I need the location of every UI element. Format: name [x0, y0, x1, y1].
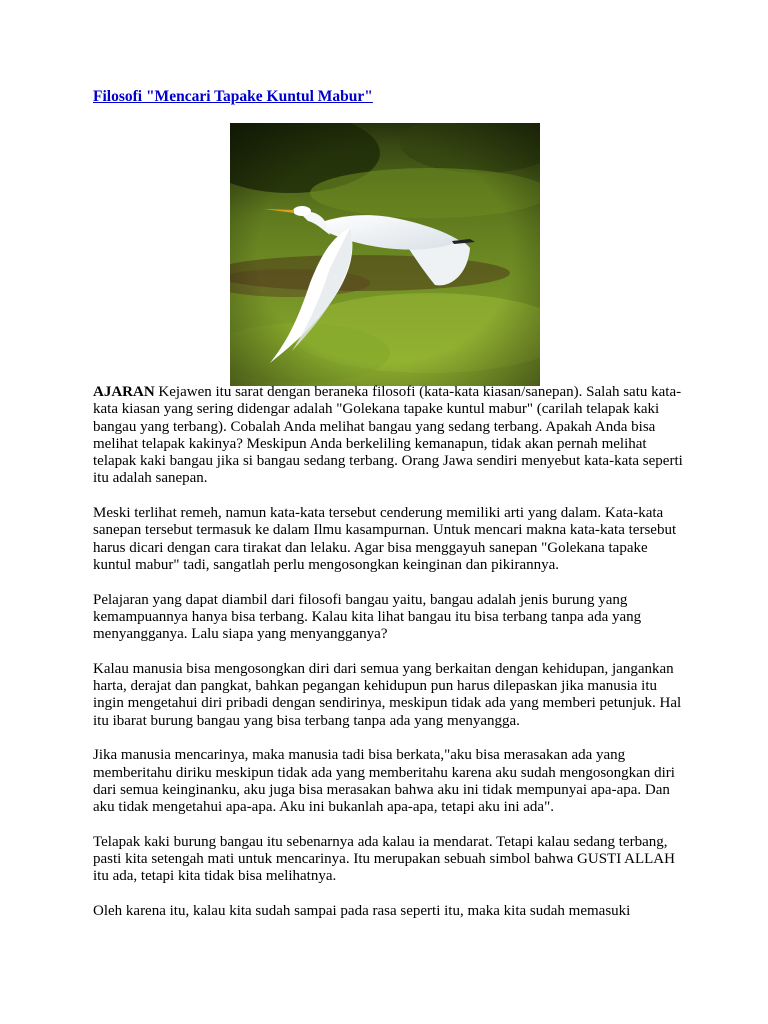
paragraph-text: Meski terlihat remeh, namun kata-kata tersebut cenderung memiliki arti yang dalam. Kata-kata sanepan tersebut termasuk ke dalam Ilmu kasampurnan. Untuk mencari makna kata-kata tersebut harus dicari dengan cara tirakat dan lelaku. Agar bisa menggayuh sanepan "Golekana tapake kuntul mabur" tadi, sangatlah perlu mengosongkan keinginan dan pikirannya.	[93, 505, 677, 573]
paragraph-text: Oleh karena itu, kalau kita sudah sampai pada rasa seperti itu, maka kita sudah memasuki	[93, 902, 631, 919]
paragraph-6	[93, 834, 683, 886]
paragraph-text: Telapak kaki burung bangau itu sebenarnya ada kalau ia mendarat. Tetapi kalau sedang terbang, pasti kita setengah mati untuk mencarinya. Itu merupakan sebuah simbol bahwa GUSTI ALLAH itu ada, tetapi kita tidak bisa melihatnya.	[93, 833, 675, 885]
paragraph-3	[93, 592, 683, 644]
article-body	[93, 384, 683, 938]
flying-egret-photo	[230, 123, 540, 386]
paragraph-5	[93, 747, 683, 816]
paragraph-4	[93, 661, 683, 730]
paragraph-1	[93, 384, 683, 488]
paragraph-text: Pelajaran yang dapat diambil dari filosofi bangau yaitu, bangau adalah jenis burung yang kemampuannya hanya bisa terbang. Kalau kita lihat bangau itu bisa terbang tanpa ada yang menyangganya. Lalu siapa yang menyangganya?	[93, 591, 642, 643]
paragraph-7	[93, 903, 683, 920]
paragraph-text: Jika manusia mencarinya, maka manusia tadi bisa berkata,"aku bisa merasakan ada yang memberitahu diriku meskipun tidak ada yang memberitahu karena aku sudah mengosongkan diri dari semua keinginanku, aku juga bisa merasakan bahwa aku ini tidak mempunyai apa-apa. Dan aku tidak mengetahui apa-apa. Aku ini bukanlah apa-apa, tetapi aku ini ada".	[93, 747, 675, 816]
paragraph-lead: AJARAN	[93, 384, 155, 400]
paragraph-2	[93, 505, 683, 574]
paragraph-text: Kalau manusia bisa mengosongkan diri dari semua yang berkaitan dengan kehidupan, jangankan harta, derajat dan pangkat, bahkan pegangan kehidupun pun harus dilepaskan jika manusia itu ingin mengetahui diri pribadi dengan sendirinya, meskipun tidak ada yang memberi petunjuk. Hal itu ibarat burung bangau yang bisa terbang tanpa ada yang menyangga.	[93, 660, 682, 729]
paragraph-text: Kejawen itu sarat dengan beraneka filosofi (kata-kata kiasan/sanepan). Salah satu kata-kata kiasan yang sering didengar adalah "Golekana tapake kuntul mabur" (carilah telapak kaki bangau yang terbang). Cobalah Anda melihat bangau yang sedang terbang. Apakah Anda bisa melihat telapak kakinya? Meskipun Anda berkeliling kemanapun, tidak akan pernah melihat telapak kaki bangau jika si bangau sedang terbang. Orang Jawa sendiri menyebut kata-kata seperti itu adalah sanepan.	[93, 384, 683, 487]
article-title-link[interactable]: Filosofi "Mencari Tapake Kuntul Mabur"	[93, 88, 373, 105]
